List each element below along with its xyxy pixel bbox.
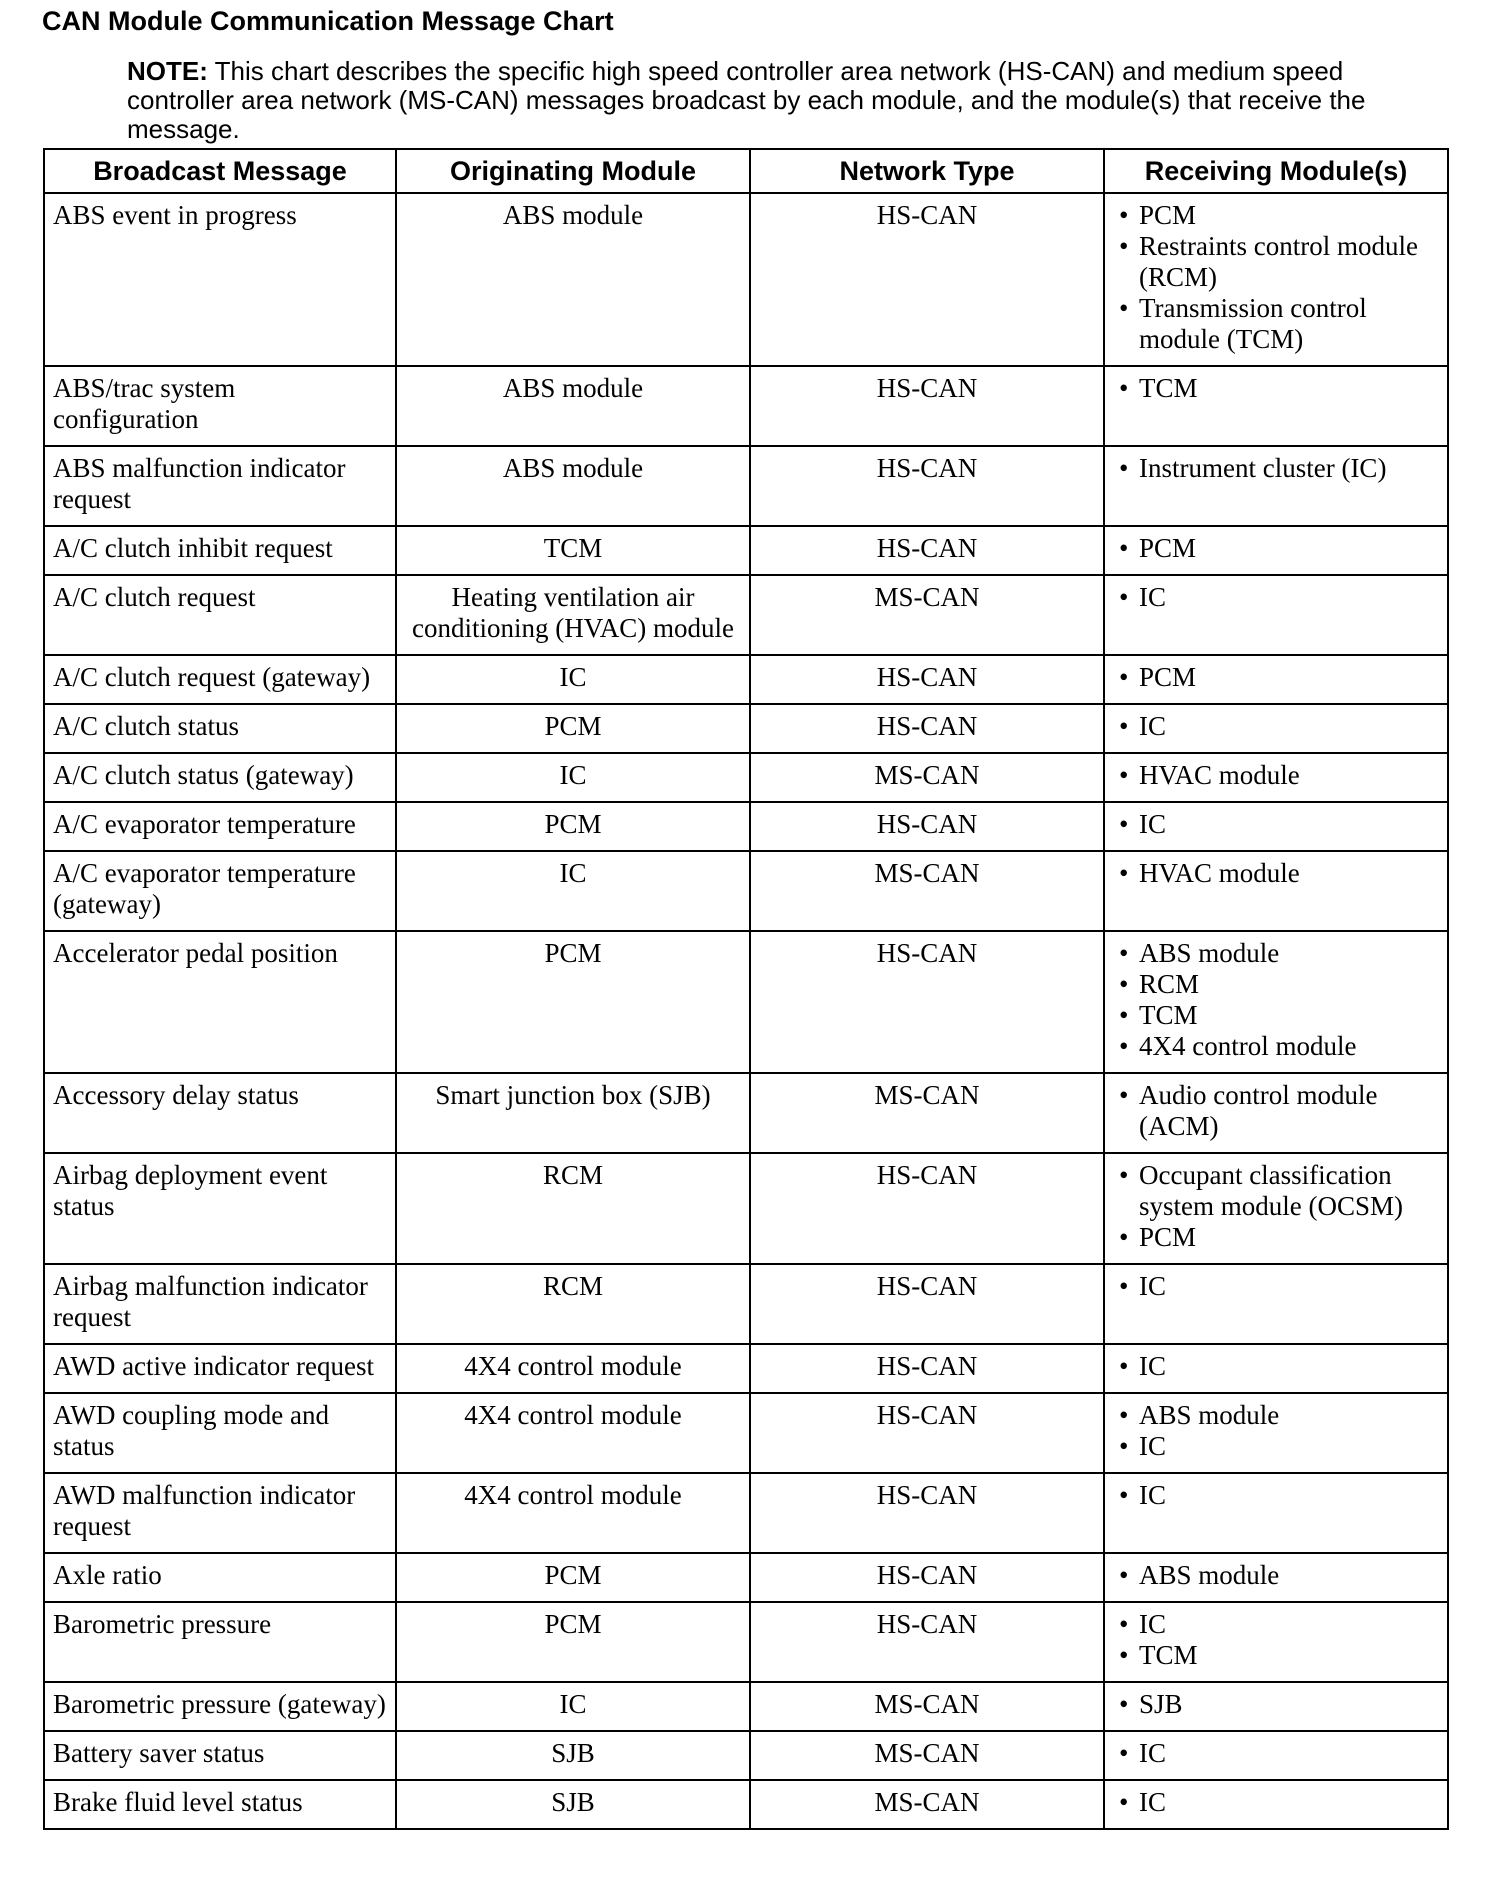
header-originating-module: Originating Module [396,149,750,193]
receiving-modules-cell [1104,704,1448,753]
table-row [44,446,1448,526]
network-type-cell: HS-CAN [750,1344,1104,1393]
receiving-module-item: • TCM [1113,1000,1439,1031]
broadcast-message-cell: AWD active indicator request [44,1344,396,1393]
table-row [44,1553,1448,1602]
receiving-modules-list [1113,1400,1439,1462]
originating-module-cell: ABS module [396,446,750,526]
receiving-modules-cell [1104,575,1448,655]
broadcast-message-cell: AWD coupling mode and status [44,1393,396,1473]
receiving-modules-cell [1104,1731,1448,1780]
receiving-module-item: • PCM [1113,1222,1439,1253]
receiving-modules-cell [1104,802,1448,851]
broadcast-message-cell: A/C clutch request [44,575,396,655]
receiving-modules-list [1113,1560,1439,1591]
originating-module-cell: PCM [396,1553,750,1602]
network-type-cell: HS-CAN [750,704,1104,753]
receiving-module-item: • ABS module [1113,938,1439,969]
receiving-modules-list [1113,1480,1439,1511]
receiving-modules-list [1113,453,1439,484]
table-row [44,655,1448,704]
receiving-module-item: • ABS module [1113,1400,1439,1431]
receiving-module-item: • TCM [1113,373,1439,404]
network-type-cell: HS-CAN [750,366,1104,446]
network-type-cell: MS-CAN [750,851,1104,931]
broadcast-message-cell: Brake fluid level status [44,1780,396,1829]
receiving-module-item: • HVAC module [1113,760,1439,791]
table-row [44,526,1448,575]
header-network-type: Network Type [750,149,1104,193]
header-broadcast-message: Broadcast Message [44,149,396,193]
receiving-modules-list [1113,200,1439,355]
originating-module-cell: 4X4 control module [396,1473,750,1553]
note-text: This chart describes the specific high speed controller area network (HS-CAN) and medium speed controller area network (MS-CAN) messages broadcast by each module, and the module(s) that receive the message. [127,56,1366,144]
network-type-cell: HS-CAN [750,1553,1104,1602]
originating-module-cell: Heating ventilation air conditioning (HVAC) module [396,575,750,655]
receiving-modules-cell [1104,1473,1448,1553]
receiving-module-item: • SJB [1113,1689,1439,1720]
receiving-module-item: • IC [1113,1351,1439,1382]
network-type-cell: HS-CAN [750,526,1104,575]
network-type-cell: HS-CAN [750,802,1104,851]
originating-module-cell: PCM [396,931,750,1073]
receiving-modules-cell [1104,753,1448,802]
broadcast-message-cell: ABS/trac system configuration [44,366,396,446]
table-row [44,1393,1448,1473]
table-row [44,575,1448,655]
receiving-modules-cell [1104,193,1448,366]
network-type-cell: MS-CAN [750,1073,1104,1153]
broadcast-message-cell: Airbag malfunction indicator request [44,1264,396,1344]
originating-module-cell: RCM [396,1264,750,1344]
broadcast-message-cell: A/C evaporator temperature (gateway) [44,851,396,931]
broadcast-message-cell: A/C clutch request (gateway) [44,655,396,704]
originating-module-cell: Smart junction box (SJB) [396,1073,750,1153]
network-type-cell: MS-CAN [750,1731,1104,1780]
receiving-modules-cell [1104,1153,1448,1264]
receiving-module-item: • IC [1113,582,1439,613]
receiving-module-item: • PCM [1113,662,1439,693]
message-chart-table [43,148,1449,1830]
receiving-modules-list [1113,809,1439,840]
receiving-module-item: • PCM [1113,533,1439,564]
broadcast-message-cell: ABS event in progress [44,193,396,366]
note-paragraph [127,57,1367,144]
broadcast-message-cell: Airbag deployment event status [44,1153,396,1264]
network-type-cell: MS-CAN [750,1780,1104,1829]
receiving-modules-list [1113,1080,1439,1142]
originating-module-cell: SJB [396,1780,750,1829]
receiving-modules-cell [1104,1682,1448,1731]
network-type-cell: HS-CAN [750,1473,1104,1553]
table-row [44,1344,1448,1393]
receiving-modules-list [1113,1609,1439,1671]
table-row [44,704,1448,753]
broadcast-message-cell: A/C clutch status [44,704,396,753]
header-receiving-modules: Receiving Module(s) [1104,149,1448,193]
receiving-module-item: • 4X4 control module [1113,1031,1439,1062]
receiving-modules-list [1113,533,1439,564]
receiving-modules-list [1113,1351,1439,1382]
broadcast-message-cell: AWD malfunction indicator request [44,1473,396,1553]
broadcast-message-cell: Axle ratio [44,1553,396,1602]
table-row [44,931,1448,1073]
originating-module-cell: 4X4 control module [396,1344,750,1393]
receiving-module-item: • IC [1113,1431,1439,1462]
receiving-modules-list [1113,1271,1439,1302]
receiving-module-item: • RCM [1113,969,1439,1000]
originating-module-cell: PCM [396,704,750,753]
table-row [44,1780,1448,1829]
receiving-modules-list [1113,582,1439,613]
network-type-cell: HS-CAN [750,193,1104,366]
page-title: CAN Module Communication Message Chart [42,6,614,36]
table-row [44,802,1448,851]
receiving-modules-cell [1104,1553,1448,1602]
network-type-cell: HS-CAN [750,1264,1104,1344]
originating-module-cell: PCM [396,802,750,851]
originating-module-cell: RCM [396,1153,750,1264]
network-type-cell: HS-CAN [750,1393,1104,1473]
receiving-modules-list [1113,1738,1439,1769]
receiving-modules-list [1113,662,1439,693]
receiving-modules-cell [1104,655,1448,704]
receiving-modules-cell [1104,446,1448,526]
receiving-modules-cell [1104,1073,1448,1153]
table-row [44,193,1448,366]
table-row [44,366,1448,446]
receiving-module-item: • Restraints control module (RCM) [1113,231,1439,293]
broadcast-message-cell: A/C clutch inhibit request [44,526,396,575]
originating-module-cell: ABS module [396,366,750,446]
receiving-modules-list [1113,711,1439,742]
receiving-modules-list [1113,1689,1439,1720]
receiving-module-item: • IC [1113,711,1439,742]
table-row [44,1602,1448,1682]
receiving-module-item: • TCM [1113,1640,1439,1671]
table-row [44,851,1448,931]
receiving-module-item: • Instrument cluster (IC) [1113,453,1439,484]
receiving-modules-cell [1104,1780,1448,1829]
receiving-module-item: • Transmission control module (TCM) [1113,293,1439,355]
receiving-modules-cell [1104,1264,1448,1344]
receiving-modules-cell [1104,526,1448,575]
broadcast-message-cell: Barometric pressure (gateway) [44,1682,396,1731]
receiving-module-item: • IC [1113,1609,1439,1640]
originating-module-cell: IC [396,753,750,802]
receiving-modules-list [1113,858,1439,889]
receiving-module-item: • Audio control module (ACM) [1113,1080,1439,1142]
table-row [44,1073,1448,1153]
broadcast-message-cell: Barometric pressure [44,1602,396,1682]
receiving-module-item: • IC [1113,1480,1439,1511]
originating-module-cell: IC [396,851,750,931]
broadcast-message-cell: Accessory delay status [44,1073,396,1153]
table-row [44,1473,1448,1553]
receiving-modules-cell [1104,1344,1448,1393]
receiving-modules-list [1113,760,1439,791]
network-type-cell: MS-CAN [750,575,1104,655]
broadcast-message-cell: Battery saver status [44,1731,396,1780]
network-type-cell: MS-CAN [750,753,1104,802]
originating-module-cell: TCM [396,526,750,575]
network-type-cell: HS-CAN [750,1602,1104,1682]
broadcast-message-cell: A/C clutch status (gateway) [44,753,396,802]
receiving-modules-cell [1104,931,1448,1073]
network-type-cell: HS-CAN [750,655,1104,704]
table-row [44,1264,1448,1344]
originating-module-cell: IC [396,1682,750,1731]
receiving-modules-cell [1104,366,1448,446]
receiving-modules-list [1113,1787,1439,1818]
receiving-module-item: • PCM [1113,200,1439,231]
table-row [44,1682,1448,1731]
receiving-modules-cell [1104,851,1448,931]
receiving-modules-cell [1104,1393,1448,1473]
network-type-cell: MS-CAN [750,1682,1104,1731]
originating-module-cell: SJB [396,1731,750,1780]
table-body [44,193,1448,1829]
originating-module-cell: 4X4 control module [396,1393,750,1473]
receiving-modules-list [1113,938,1439,1062]
receiving-module-item: • Occupant classification system module (OCSM) [1113,1160,1439,1222]
receiving-module-item: • IC [1113,1738,1439,1769]
table-row [44,1731,1448,1780]
network-type-cell: HS-CAN [750,1153,1104,1264]
note-label: NOTE: [127,56,208,86]
broadcast-message-cell: A/C evaporator temperature [44,802,396,851]
header-row [44,149,1448,193]
receiving-modules-cell [1104,1602,1448,1682]
receiving-modules-list [1113,1160,1439,1253]
network-type-cell: HS-CAN [750,931,1104,1073]
receiving-modules-list [1113,373,1439,404]
originating-module-cell: PCM [396,1602,750,1682]
receiving-module-item: • IC [1113,1787,1439,1818]
receiving-module-item: • HVAC module [1113,858,1439,889]
originating-module-cell: ABS module [396,193,750,366]
originating-module-cell: IC [396,655,750,704]
table-row [44,1153,1448,1264]
receiving-module-item: • ABS module [1113,1560,1439,1591]
network-type-cell: HS-CAN [750,446,1104,526]
table-row [44,753,1448,802]
receiving-module-item: • IC [1113,809,1439,840]
broadcast-message-cell: ABS malfunction indicator request [44,446,396,526]
receiving-module-item: • IC [1113,1271,1439,1302]
broadcast-message-cell: Accelerator pedal position [44,931,396,1073]
